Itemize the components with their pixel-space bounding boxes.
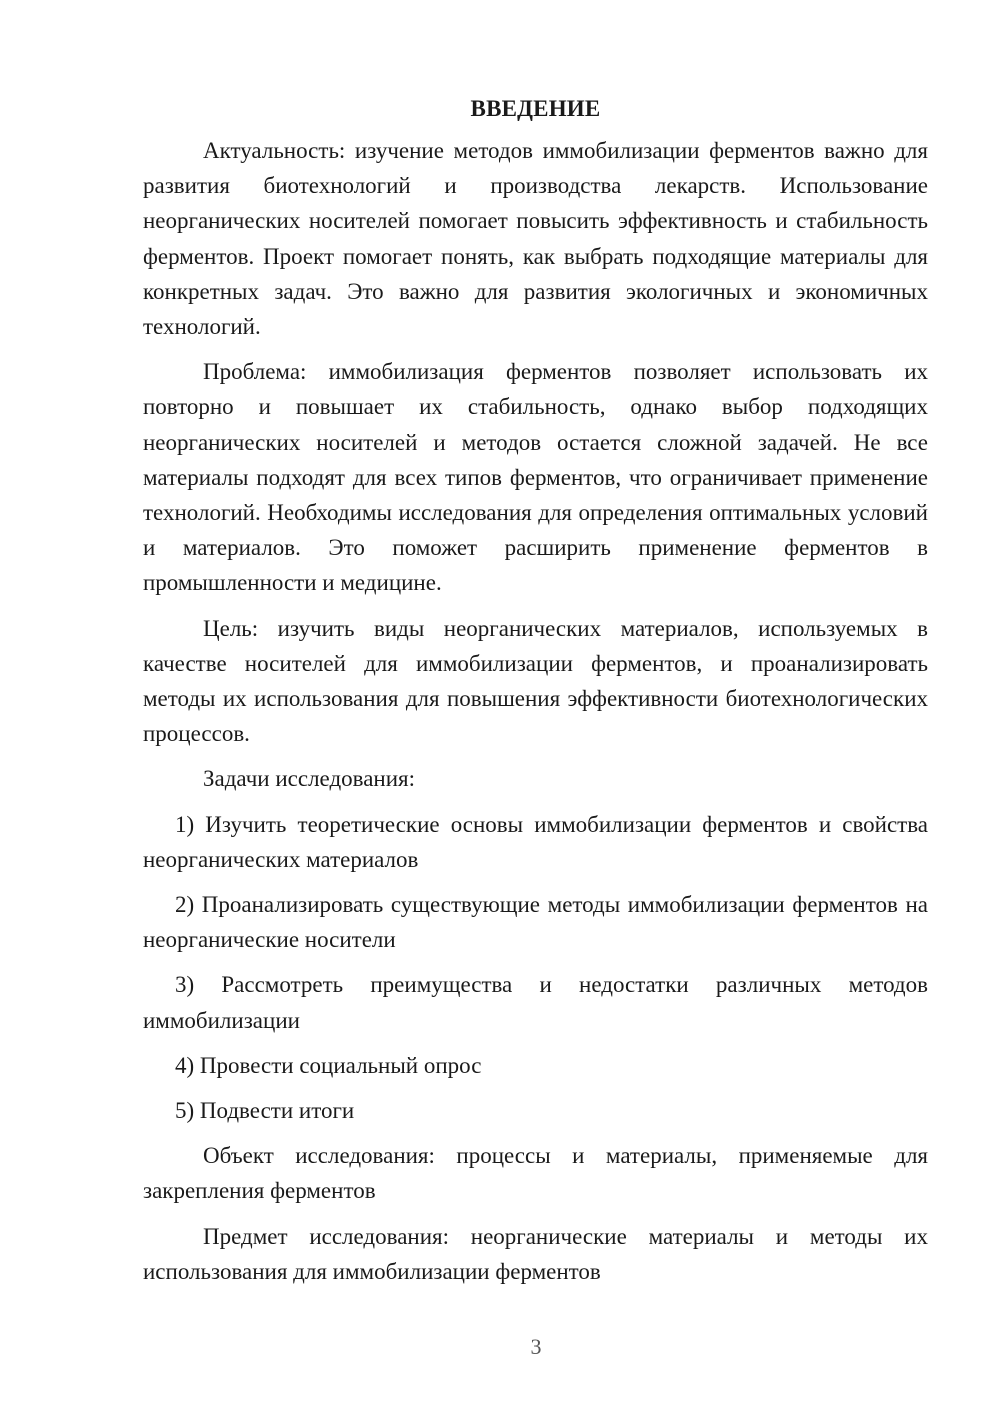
goal-paragraph: Цель: изучить виды неорганических материалов, используемых в качестве носителей для иммобилизации ферментов, и проанализировать методы их использования для повышения эффективности биотехнологических процессов. xyxy=(143,615,928,747)
page-content xyxy=(143,92,928,1299)
task-item-3: 3) Рассмотреть преимущества и недостатки различных методов иммобилизации xyxy=(143,972,928,1033)
subject-paragraph: Предмет исследования: неорганические материалы и методы их использования для иммобилизации ферментов xyxy=(143,1223,928,1284)
relevance-paragraph: Актуальность: изучение методов иммобилизации ферментов важно для развития биотехнологий и производства лекарств. Использование неорганических носителей помогает повысить эффективность и стабильность ферментов. Проект помогает понять, как выбрать подходящие материалы для конкретных задач. Это важно для развития экологичных и экономичных технологий. xyxy=(143,138,928,340)
section-heading: ВВЕДЕНИЕ xyxy=(470,96,601,121)
object-paragraph: Объект исследования: процессы и материалы, применяемые для закрепления ферментов xyxy=(143,1143,928,1204)
task-item-5: 5) Подвести итоги xyxy=(175,1098,355,1124)
task-item-4: 4) Провести социальный опрос xyxy=(175,1052,482,1078)
tasks-title: Задачи исследования: xyxy=(203,766,416,792)
page-number: 3 xyxy=(530,1334,542,1359)
task-item-1: 1) Изучить теоретические основы иммобилизации ферментов и свойства неорганических материалов xyxy=(143,811,928,872)
problem-paragraph: Проблема: иммобилизация ферментов позволяет использовать их повторно и повышает их стабильность, однако выбор подходящих неорганических носителей и методов остается сложной задачей. Не все материалы подходят для всех типов ферментов, что ограничивает применение технологий. Необходимы исследования для определения оптимальных условий и материалов. Это поможет расширить применение ферментов в промышленности и медицине. xyxy=(143,359,928,596)
task-item-2: 2) Проанализировать существующие методы иммобилизации ферментов на неорганические носители xyxy=(143,892,928,953)
